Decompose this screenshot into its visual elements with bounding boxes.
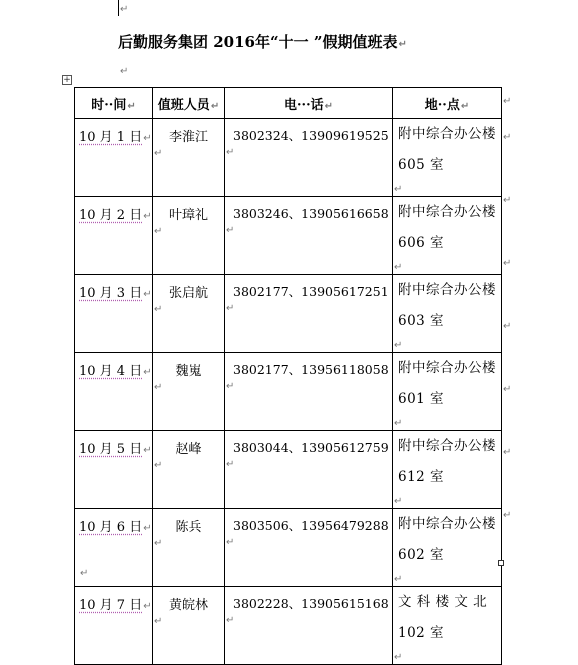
table-row [75,431,502,509]
staff-cell[interactable] [153,275,225,353]
paragraph-mark: ↵ [226,537,235,548]
staff-cell-text: 魏嵬 [175,364,202,379]
date-cell-text: 10 月 1 日 [79,130,143,145]
paragraph-mark: ↵ [80,568,89,579]
paragraph-mark: ↵ [143,367,152,378]
paragraph-mark: ↵ [143,523,152,534]
paragraph-mark: ↵ [154,148,163,159]
paragraph-mark: ↵ [143,211,152,222]
staff-cell-text: 李淮江 [168,130,208,145]
location-cell[interactable] [393,509,502,587]
title-text: 后勤服务集团 2016年“十一 ”假期值班表 [118,33,398,51]
table-header-row [75,88,502,119]
paragraph-mark: ↵ [120,4,129,15]
staff-cell[interactable] [153,587,225,665]
phone-cell[interactable] [225,119,393,197]
paragraph-mark: ↵ [398,39,407,50]
paragraph-mark: ↵ [154,226,163,237]
phone-cell-text: 3803246、13905616658 [233,206,389,221]
paragraph-mark: ↵ [394,652,403,663]
date-cell[interactable] [75,119,153,197]
phone-cell[interactable] [225,431,393,509]
row-end-mark: ↵ [503,132,512,143]
phone-cell-text: 3803044、13905612759 [233,440,389,455]
paragraph-mark: ↵ [394,184,403,195]
location-cell[interactable] [393,431,502,509]
staff-cell-text: 赵峰 [175,442,202,457]
table-row [75,509,502,587]
header-cell-phone: 电···话↵ [225,88,393,119]
paragraph-mark: ↵ [226,459,235,470]
staff-cell[interactable] [153,119,225,197]
paragraph-mark: ↵ [394,574,403,585]
location-cell-text: 附中综合办公楼 605 室 [398,126,496,173]
paragraph-mark: ↵ [143,289,152,300]
location-cell[interactable] [393,119,502,197]
row-end-mark: ↵ [503,447,512,458]
row-end-mark: ↵ [503,384,512,395]
staff-cell[interactable] [153,197,225,275]
paragraph-mark: ↵ [143,601,152,612]
paragraph-mark: ↵ [226,303,235,314]
phone-cell[interactable] [225,197,393,275]
table-row [75,275,502,353]
paragraph-mark: ↵ [394,262,403,273]
row-end-mark: ↵ [503,96,512,107]
date-cell[interactable] [75,587,153,665]
duty-table [74,87,502,665]
row-end-mark: ↵ [503,321,512,332]
date-cell-text: 10 月 4 日 [79,364,143,379]
phone-cell[interactable] [225,587,393,665]
paragraph-mark: ↵ [394,340,403,351]
staff-cell-text: 张启航 [168,286,208,301]
header-cell-location: 地··点↵ [393,88,502,119]
paragraph-mark: ↵ [154,538,163,549]
paragraph-mark: ↵ [154,460,163,471]
date-cell-text: 10 月 6 日 [79,520,143,535]
paragraph-mark: ↵ [226,225,235,236]
phone-cell-text: 3802177、13905617251 [233,284,389,299]
phone-cell[interactable] [225,275,393,353]
staff-cell-text: 黄皖林 [168,598,208,613]
date-cell-text: 10 月 3 日 [79,286,143,301]
table-move-handle-icon[interactable]: + [63,75,71,85]
date-cell[interactable] [75,275,153,353]
table-body [75,119,502,665]
location-cell-text: 附中综合办公楼 612 室 [398,438,496,485]
paragraph-mark: ↵ [226,147,235,158]
text-cursor [118,0,119,16]
paragraph-mark: ↵ [120,66,129,77]
staff-cell-text: 陈兵 [175,520,202,535]
location-cell[interactable] [393,353,502,431]
location-cell-text: 附中综合办公楼 601 室 [398,360,496,407]
paragraph-mark: ↵ [143,133,152,144]
paragraph-mark: ↵ [394,496,403,507]
phone-cell-text: 3802177、13956118058 [233,362,389,377]
location-cell-text: 附中综合办公楼 603 室 [398,282,496,329]
header-cell-staff: 值班人员↵ [153,88,225,119]
location-cell-text: 文 科 楼 文 北 102 室 [398,594,488,641]
location-cell[interactable] [393,197,502,275]
paragraph-mark: ↵ [226,381,235,392]
date-cell-text: 10 月 2 日 [79,208,143,223]
date-cell[interactable] [75,353,153,431]
row-end-mark: ↵ [503,510,512,521]
phone-cell-text: 3802228、13905615168 [233,596,389,611]
phone-cell-text: 3803506、13956479288 [233,518,389,533]
location-cell[interactable] [393,275,502,353]
table-row [75,587,502,665]
location-cell[interactable] [393,587,502,665]
date-cell[interactable] [75,431,153,509]
location-cell-text: 附中综合办公楼 606 室 [398,204,496,251]
paragraph-mark: ↵ [143,445,152,456]
table-row [75,119,502,197]
date-cell-text: 10 月 5 日 [79,442,143,457]
table-resize-handle[interactable] [498,560,504,566]
header-cell-date: 时··间↵ [75,88,153,119]
staff-cell-text: 叶璋礼 [168,208,208,223]
date-cell[interactable] [75,197,153,275]
phone-cell[interactable] [225,353,393,431]
paragraph-mark: ↵ [394,418,403,429]
table-row [75,197,502,275]
staff-cell[interactable] [153,431,225,509]
paragraph-mark: ↵ [154,616,163,627]
date-cell-text: 10 月 7 日 [79,598,143,613]
phone-cell-text: 3802324、13909619525 [233,128,389,143]
row-end-mark: ↵ [503,195,512,206]
staff-cell[interactable] [153,509,225,587]
paragraph-mark: ↵ [154,382,163,393]
staff-cell[interactable] [153,353,225,431]
phone-cell[interactable] [225,509,393,587]
paragraph-mark: ↵ [226,615,235,626]
table-row [75,353,502,431]
document-title [118,31,407,52]
location-cell-text: 附中综合办公楼 602 室 [398,516,496,563]
row-end-mark: ↵ [503,258,512,269]
paragraph-mark: ↵ [154,304,163,315]
